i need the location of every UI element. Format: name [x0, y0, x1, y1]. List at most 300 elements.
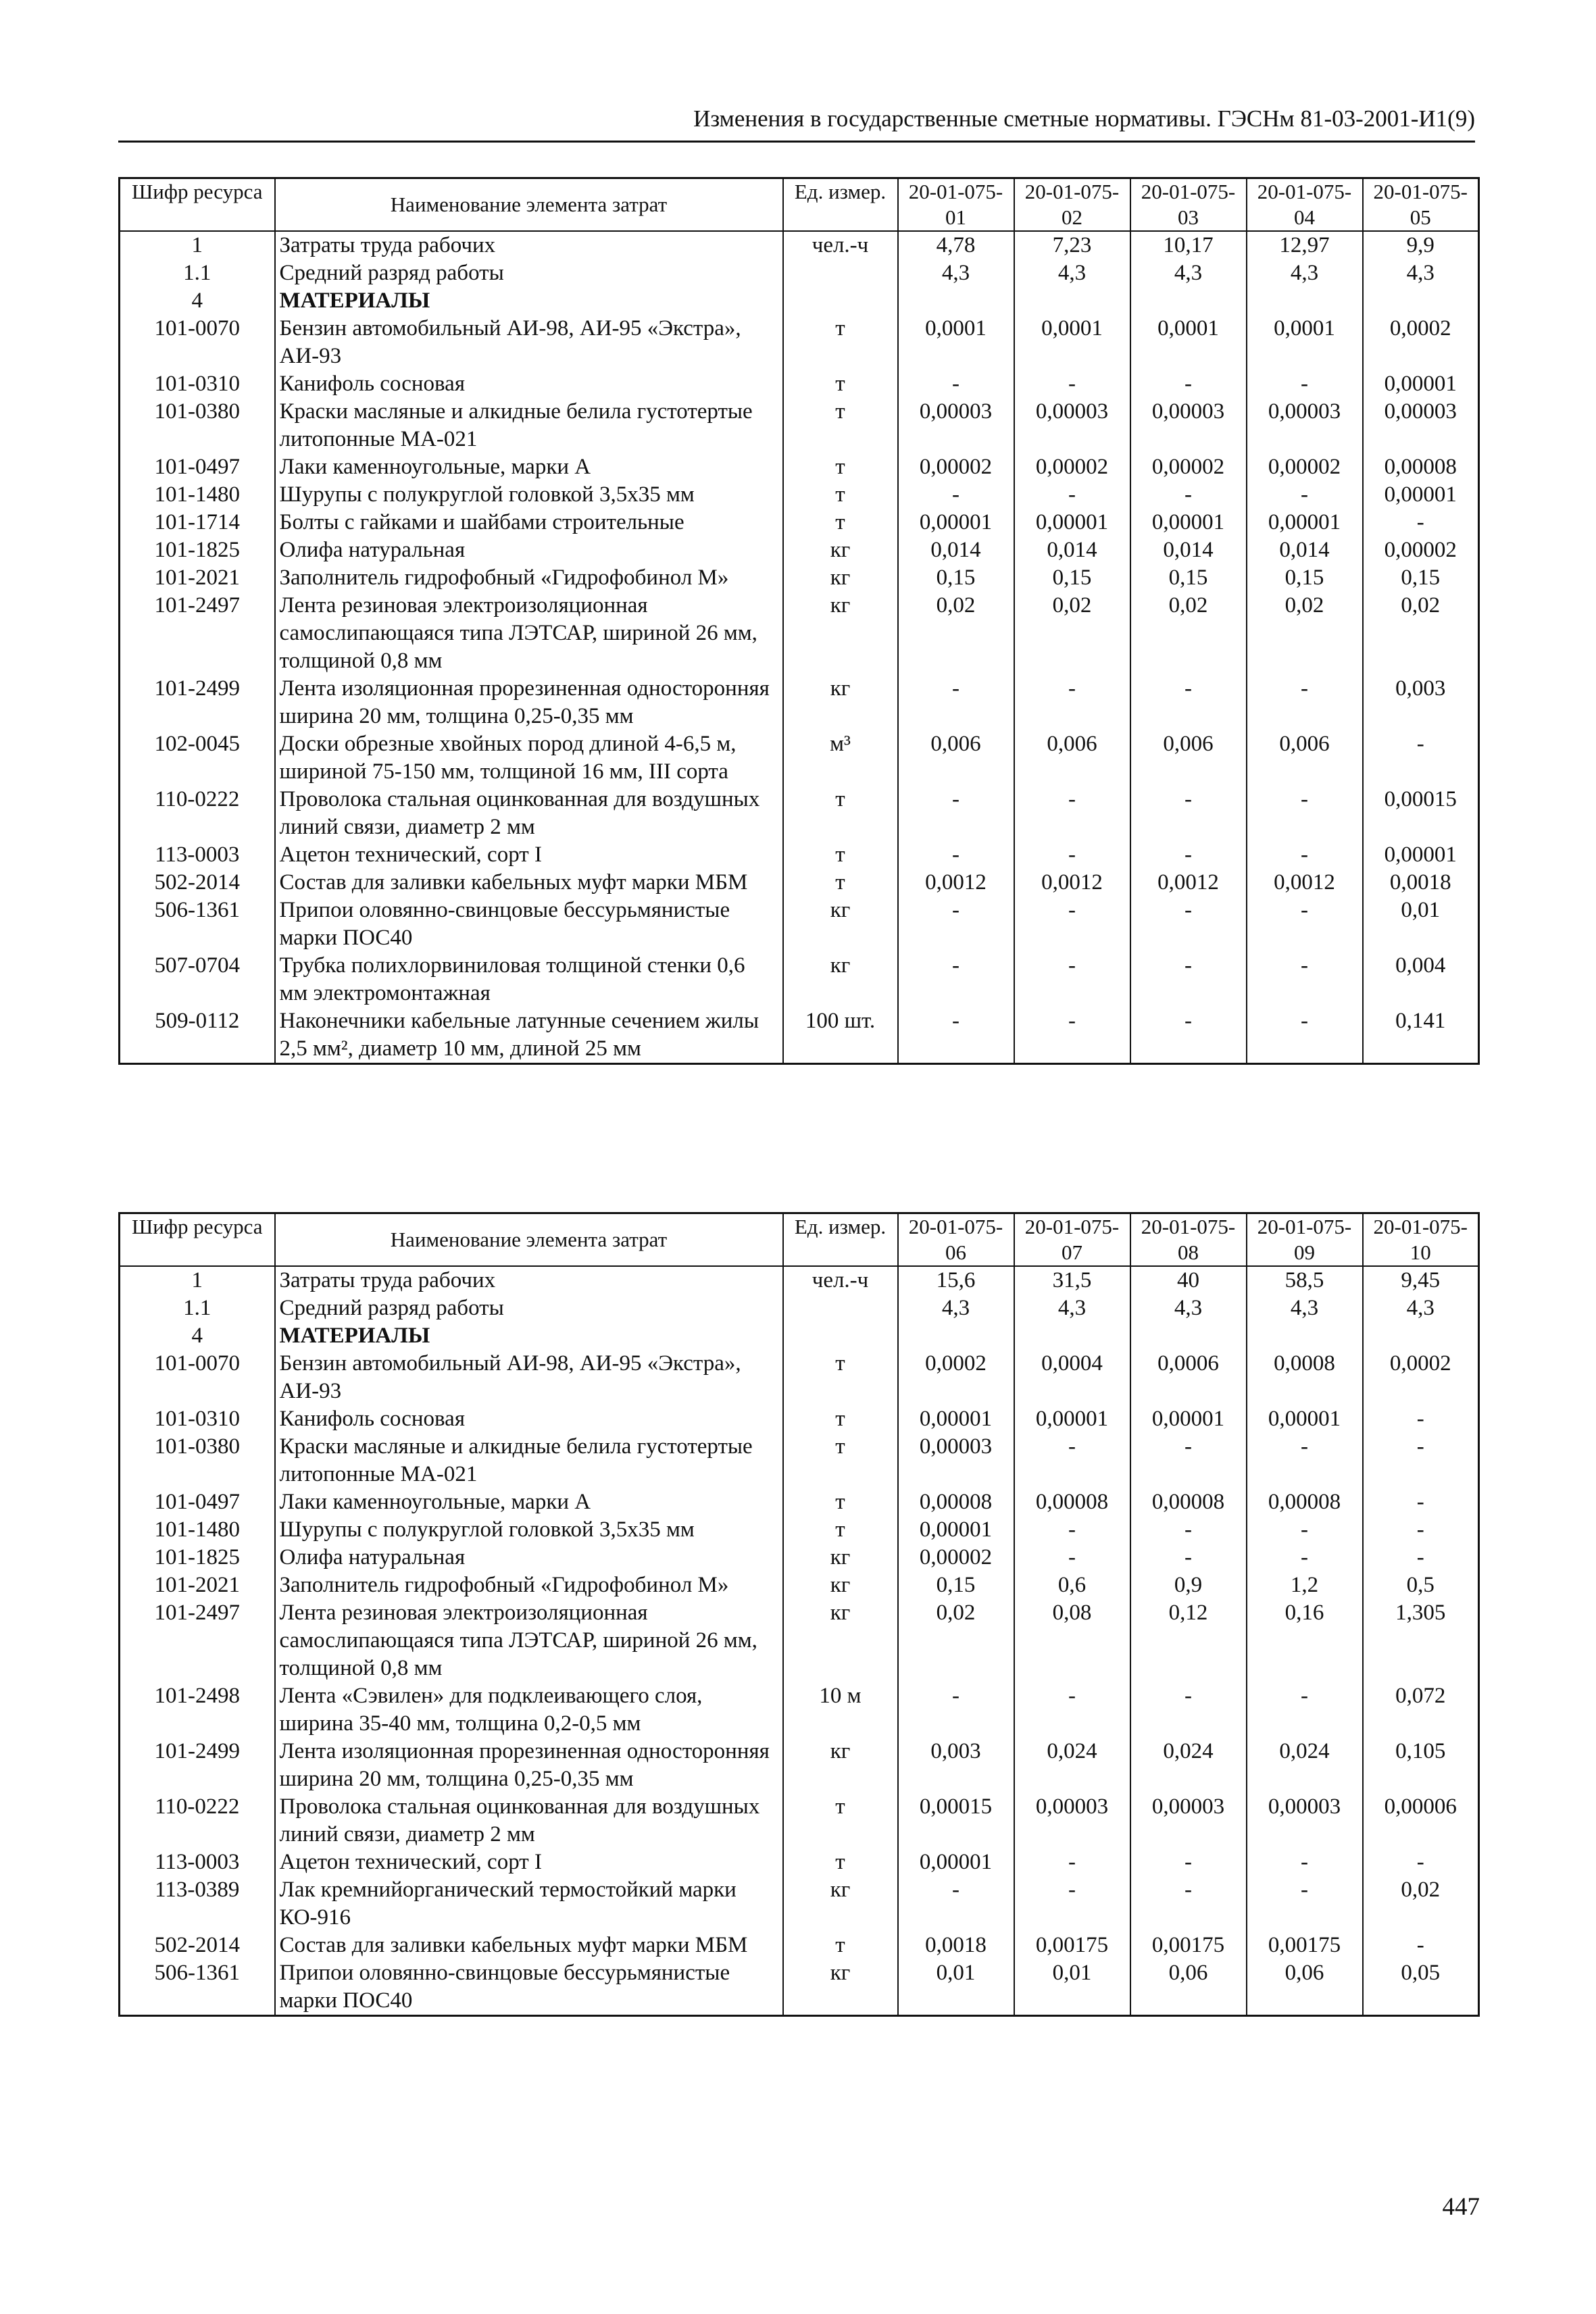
- table-row: [120, 1932, 1479, 1959]
- norm-value: -: [1247, 1007, 1363, 1064]
- unit-of-measure: кг: [783, 897, 898, 952]
- page-header: [118, 101, 1475, 143]
- norm-value: 0,02: [1014, 592, 1130, 675]
- norm-value: -: [898, 675, 1014, 730]
- norm-value: -: [1014, 1876, 1130, 1932]
- unit-of-measure: т: [783, 1932, 898, 1959]
- table-row: [120, 1876, 1479, 1932]
- unit-of-measure: т: [783, 1793, 898, 1848]
- norm-value: 4,78: [898, 231, 1014, 259]
- resource-code: 506-1361: [120, 1959, 275, 2016]
- header-title: Изменения в государственные сметные нормативы. ГЭСНм 81-03-2001-И1(9): [693, 105, 1475, 132]
- norm-value: -: [1247, 897, 1363, 952]
- norm-value: -: [898, 1007, 1014, 1064]
- norm-value: -: [1363, 1433, 1479, 1488]
- norm-value: 0,0006: [1130, 1350, 1247, 1405]
- norm-value: 0,00003: [1014, 398, 1130, 453]
- resource-code: 101-0380: [120, 398, 275, 453]
- col-header-name: Наименование элемента затрат: [275, 178, 783, 232]
- norm-value: -: [1014, 952, 1130, 1007]
- norm-value: -: [1363, 1932, 1479, 1959]
- unit-of-measure: кг: [783, 1599, 898, 1682]
- norm-value: 1,2: [1247, 1571, 1363, 1599]
- resource-code: 1.1: [120, 259, 275, 287]
- norm-value: 0,0012: [1247, 869, 1363, 897]
- norm-value: -: [1130, 481, 1247, 509]
- norm-value: [898, 1322, 1014, 1350]
- resource-code: 110-0222: [120, 786, 275, 841]
- cost-element-name: Краски масляные и алкидные белила густотертые литопонные МА-021: [275, 398, 783, 453]
- unit-of-measure: чел.-ч: [783, 231, 898, 259]
- resource-code: 4: [120, 287, 275, 315]
- norm-value: 0,024: [1130, 1738, 1247, 1793]
- norm-value: 0,06: [1247, 1959, 1363, 2016]
- col-header-norm: 20-01-075-10: [1363, 1213, 1479, 1267]
- resource-code: 110-0222: [120, 1793, 275, 1848]
- norm-value: -: [1014, 841, 1130, 869]
- norm-value: 0,00175: [1014, 1932, 1130, 1959]
- norm-value: 0,00008: [1130, 1488, 1247, 1516]
- cost-element-name: Лак кремнийорганический термостойкий марки КО-916: [275, 1876, 783, 1932]
- norm-value: 0,0001: [1130, 315, 1247, 370]
- table-row: [120, 1294, 1479, 1322]
- norm-value: 0,0001: [1014, 315, 1130, 370]
- norm-value: 0,02: [1363, 592, 1479, 675]
- norm-value: -: [898, 786, 1014, 841]
- unit-of-measure: т: [783, 1848, 898, 1876]
- norm-value: 0,6: [1014, 1571, 1130, 1599]
- resource-code: 1.1: [120, 1294, 275, 1322]
- norm-value: -: [898, 897, 1014, 952]
- cost-element-name: Ацетон технический, сорт I: [275, 1848, 783, 1876]
- cost-element-name: Олифа натуральная: [275, 536, 783, 564]
- unit-of-measure: кг: [783, 536, 898, 564]
- norm-value: -: [1014, 675, 1130, 730]
- table-row: [120, 786, 1479, 841]
- resource-code: 101-1714: [120, 509, 275, 536]
- resource-code: 101-0310: [120, 370, 275, 398]
- unit-of-measure: т: [783, 1488, 898, 1516]
- norm-value: 0,15: [1363, 564, 1479, 592]
- cost-element-name: Ацетон технический, сорт I: [275, 841, 783, 869]
- norm-value: 0,00002: [1247, 453, 1363, 481]
- norm-value: -: [1247, 481, 1363, 509]
- cost-element-name: МАТЕРИАЛЫ: [275, 287, 783, 315]
- norm-value: -: [1363, 1516, 1479, 1544]
- norm-value: -: [1247, 1848, 1363, 1876]
- norm-value: 10,17: [1130, 231, 1247, 259]
- cost-element-name: Бензин автомобильный АИ-98, АИ-95 «Экстра», АИ-93: [275, 315, 783, 370]
- norm-value: 0,00003: [898, 1433, 1014, 1488]
- cost-element-name: Лента резиновая электроизоляционная самослипающаяся типа ЛЭТСАР, шириной 26 мм, толщиной 0,8 мм: [275, 1599, 783, 1682]
- norm-value: 0,0004: [1014, 1350, 1130, 1405]
- unit-of-measure: т: [783, 453, 898, 481]
- norm-value: 0,00175: [1130, 1932, 1247, 1959]
- norm-value: -: [1247, 841, 1363, 869]
- cost-element-name: Наконечники кабельные латунные сечением жилы 2,5 мм², диаметр 10 мм, длиной 25 мм: [275, 1007, 783, 1064]
- cost-element-name: Шурупы с полукруглой головкой 3,5х35 мм: [275, 481, 783, 509]
- resource-code: 507-0704: [120, 952, 275, 1007]
- norm-value: 7,23: [1014, 231, 1130, 259]
- norm-value: 0,00003: [898, 398, 1014, 453]
- norm-value: 0,00001: [1130, 509, 1247, 536]
- norm-value: 0,02: [1363, 1876, 1479, 1932]
- norm-value: 0,141: [1363, 1007, 1479, 1064]
- norm-value: 0,08: [1014, 1599, 1130, 1682]
- norm-value: 4,3: [898, 1294, 1014, 1322]
- table-row: [120, 952, 1479, 1007]
- table-row: [120, 897, 1479, 952]
- norm-value: -: [1014, 1433, 1130, 1488]
- unit-of-measure: м³: [783, 730, 898, 786]
- norm-value: 0,00003: [1014, 1793, 1130, 1848]
- unit-of-measure: [783, 1294, 898, 1322]
- norm-value: 0,9: [1130, 1571, 1247, 1599]
- norm-value: -: [898, 1876, 1014, 1932]
- unit-of-measure: кг: [783, 592, 898, 675]
- cost-element-name: Затраты труда рабочих: [275, 1266, 783, 1294]
- resource-code: 4: [120, 1322, 275, 1350]
- table-header-row: [120, 178, 1479, 232]
- unit-of-measure: т: [783, 509, 898, 536]
- norm-value: -: [1130, 841, 1247, 869]
- col-header-norm: 20-01-075-09: [1247, 1213, 1363, 1267]
- norm-value: 0,15: [898, 1571, 1014, 1599]
- unit-of-measure: т: [783, 1516, 898, 1544]
- norm-value: -: [1247, 1682, 1363, 1738]
- cost-element-name: Канифоль сосновая: [275, 1405, 783, 1433]
- cost-element-name: Олифа натуральная: [275, 1544, 783, 1571]
- norm-value: -: [1247, 1516, 1363, 1544]
- norm-value: 0,006: [1247, 730, 1363, 786]
- norm-value: -: [1130, 897, 1247, 952]
- norm-value: -: [1130, 1433, 1247, 1488]
- norm-value: -: [1130, 1516, 1247, 1544]
- table-row: [120, 675, 1479, 730]
- norm-value: -: [898, 370, 1014, 398]
- norm-value: -: [1363, 1544, 1479, 1571]
- norm-value: 0,00008: [898, 1488, 1014, 1516]
- norm-value: 0,01: [1363, 897, 1479, 952]
- norm-value: -: [898, 1682, 1014, 1738]
- norm-value: 0,00001: [898, 509, 1014, 536]
- cost-element-name: Заполнитель гидрофобный «Гидрофобинол М»: [275, 1571, 783, 1599]
- norm-value: 0,014: [1247, 536, 1363, 564]
- table-row: [120, 1848, 1479, 1876]
- resource-code: 113-0003: [120, 1848, 275, 1876]
- table-row: [120, 1544, 1479, 1571]
- norm-value: 4,3: [898, 259, 1014, 287]
- norm-value: -: [1014, 1516, 1130, 1544]
- cost-element-name: Трубка полихлорвиниловая толщиной стенки 0,6 мм электромонтажная: [275, 952, 783, 1007]
- unit-of-measure: кг: [783, 1544, 898, 1571]
- norm-value: 0,00003: [1130, 1793, 1247, 1848]
- norm-value: 0,00003: [1130, 398, 1247, 453]
- table-row: [120, 287, 1479, 315]
- norm-table-1: [118, 177, 1480, 1065]
- col-header-norm: 20-01-075-08: [1130, 1213, 1247, 1267]
- resource-code: 101-2497: [120, 1599, 275, 1682]
- resource-code: 502-2014: [120, 1932, 275, 1959]
- norm-value: -: [1363, 1405, 1479, 1433]
- col-header-norm: 20-01-075-03: [1130, 178, 1247, 232]
- norm-value: 4,3: [1363, 259, 1479, 287]
- norm-value: 0,00002: [898, 1544, 1014, 1571]
- norm-value: 0,01: [898, 1959, 1014, 2016]
- norm-value: 0,00015: [898, 1793, 1014, 1848]
- norm-value: 0,00002: [1014, 453, 1130, 481]
- col-header-unit: Ед. измер.: [783, 1213, 898, 1267]
- norm-value: 0,0018: [898, 1932, 1014, 1959]
- norm-value: 0,00001: [898, 1405, 1014, 1433]
- norm-value: [1014, 1322, 1130, 1350]
- norm-value: 9,45: [1363, 1266, 1479, 1294]
- norm-value: 0,00001: [1363, 481, 1479, 509]
- table-body: [120, 1266, 1479, 2016]
- norm-value: 0,0008: [1247, 1350, 1363, 1405]
- norm-value: 0,00001: [1247, 509, 1363, 536]
- table-row: [120, 259, 1479, 287]
- norm-value: 0,02: [1130, 592, 1247, 675]
- cost-element-name: Канифоль сосновая: [275, 370, 783, 398]
- norm-value: 0,00008: [1363, 453, 1479, 481]
- norm-value: -: [1014, 1682, 1130, 1738]
- norm-value: 0,024: [1014, 1738, 1130, 1793]
- cost-element-name: Лента изоляционная прорезиненная односторонняя ширина 20 мм, толщина 0,25-0,35 мм: [275, 1738, 783, 1793]
- norm-value: -: [898, 952, 1014, 1007]
- col-header-norm: 20-01-075-06: [898, 1213, 1014, 1267]
- norm-value: -: [1247, 952, 1363, 1007]
- norm-value: -: [1247, 1544, 1363, 1571]
- norm-value: [1130, 287, 1247, 315]
- table-row: [120, 1682, 1479, 1738]
- cost-element-name: Доски обрезные хвойных пород длиной 4-6,5 м, шириной 75-150 мм, толщиной 16 мм, III сорта: [275, 730, 783, 786]
- resource-code: 113-0389: [120, 1876, 275, 1932]
- norm-value: 4,3: [1247, 1294, 1363, 1322]
- norm-value: 0,00003: [1363, 398, 1479, 453]
- norm-value: 15,6: [898, 1266, 1014, 1294]
- resource-code: 101-2021: [120, 564, 275, 592]
- unit-of-measure: [783, 1322, 898, 1350]
- norm-value: -: [1130, 1848, 1247, 1876]
- norm-value: 0,004: [1363, 952, 1479, 1007]
- resource-code: 101-1825: [120, 1544, 275, 1571]
- norm-value: 0,0001: [1247, 315, 1363, 370]
- resource-code: 101-0497: [120, 1488, 275, 1516]
- col-header-norm: 20-01-075-07: [1014, 1213, 1130, 1267]
- resource-code: 101-0310: [120, 1405, 275, 1433]
- unit-of-measure: кг: [783, 675, 898, 730]
- unit-of-measure: кг: [783, 952, 898, 1007]
- norm-value: 0,15: [1247, 564, 1363, 592]
- norm-value: -: [1247, 786, 1363, 841]
- norm-value: 0,00003: [1247, 398, 1363, 453]
- unit-of-measure: т: [783, 398, 898, 453]
- cost-element-name: Проволока стальная оцинкованная для воздушных линий связи, диаметр 2 мм: [275, 1793, 783, 1848]
- norm-value: [1363, 287, 1479, 315]
- cost-element-name: Лента «Сэвилен» для подклеивающего слоя, ширина 35-40 мм, толщина 0,2-0,5 мм: [275, 1682, 783, 1738]
- unit-of-measure: кг: [783, 1571, 898, 1599]
- norm-value: -: [1247, 675, 1363, 730]
- norm-value: -: [1363, 730, 1479, 786]
- norm-value: 0,15: [1014, 564, 1130, 592]
- norm-value: -: [1247, 1876, 1363, 1932]
- norm-value: 0,014: [898, 536, 1014, 564]
- table-row: [120, 730, 1479, 786]
- cost-element-name: Состав для заливки кабельных муфт марки МБМ: [275, 1932, 783, 1959]
- norm-value: 0,02: [898, 592, 1014, 675]
- norm-value: 0,00001: [1363, 370, 1479, 398]
- norm-value: 0,05: [1363, 1959, 1479, 2016]
- norm-value: [898, 287, 1014, 315]
- unit-of-measure: 10 м: [783, 1682, 898, 1738]
- page-number: 447: [1442, 2193, 1480, 2221]
- norm-value: 0,00006: [1363, 1793, 1479, 1848]
- norm-value: 0,014: [1014, 536, 1130, 564]
- col-header-name: Наименование элемента затрат: [275, 1213, 783, 1267]
- table-row: [120, 398, 1479, 453]
- norm-value: -: [1130, 1876, 1247, 1932]
- cost-element-name: Затраты труда рабочих: [275, 231, 783, 259]
- norm-value: -: [1014, 1544, 1130, 1571]
- resource-code: 101-0070: [120, 315, 275, 370]
- unit-of-measure: т: [783, 481, 898, 509]
- norm-value: -: [898, 481, 1014, 509]
- resource-code: 113-0003: [120, 841, 275, 869]
- cost-element-name: Заполнитель гидрофобный «Гидрофобинол М»: [275, 564, 783, 592]
- norm-value: 0,072: [1363, 1682, 1479, 1738]
- norm-value: 0,00002: [1363, 536, 1479, 564]
- cost-element-name: Лаки каменноугольные, марки А: [275, 453, 783, 481]
- norm-value: 0,5: [1363, 1571, 1479, 1599]
- norm-value: 0,02: [898, 1599, 1014, 1682]
- norm-value: [1363, 1322, 1479, 1350]
- norm-value: -: [1014, 370, 1130, 398]
- norm-value: -: [1014, 481, 1130, 509]
- norm-value: -: [1130, 675, 1247, 730]
- table-row: [120, 1738, 1479, 1793]
- norm-value: 58,5: [1247, 1266, 1363, 1294]
- unit-of-measure: 100 шт.: [783, 1007, 898, 1064]
- table-row: [120, 1266, 1479, 1294]
- norm-value: [1247, 287, 1363, 315]
- norm-value: 0,006: [898, 730, 1014, 786]
- resource-code: 1: [120, 1266, 275, 1294]
- unit-of-measure: кг: [783, 1738, 898, 1793]
- norm-value: -: [1014, 1848, 1130, 1876]
- table-row: [120, 370, 1479, 398]
- unit-of-measure: т: [783, 315, 898, 370]
- norm-value: 9,9: [1363, 231, 1479, 259]
- table-row: [120, 509, 1479, 536]
- norm-value: 4,3: [1014, 1294, 1130, 1322]
- table-body: [120, 231, 1479, 1064]
- resource-code: 101-1480: [120, 481, 275, 509]
- table-row: [120, 231, 1479, 259]
- norm-value: 0,12: [1130, 1599, 1247, 1682]
- table-row: [120, 1322, 1479, 1350]
- norm-value: 0,00001: [898, 1516, 1014, 1544]
- resource-code: 101-0070: [120, 1350, 275, 1405]
- resource-code: 101-2498: [120, 1682, 275, 1738]
- cost-element-name: Проволока стальная оцинкованная для воздушных линий связи, диаметр 2 мм: [275, 786, 783, 841]
- table-row: [120, 1433, 1479, 1488]
- unit-of-measure: [783, 287, 898, 315]
- cost-element-name: Лента изоляционная прорезиненная односторонняя ширина 20 мм, толщина 0,25-0,35 мм: [275, 675, 783, 730]
- norm-value: 0,014: [1130, 536, 1247, 564]
- cost-element-name: Припои оловянно-свинцовые бессурьмянистые марки ПОС40: [275, 897, 783, 952]
- col-header-norm: 20-01-075-02: [1014, 178, 1130, 232]
- cost-element-name: Средний разряд работы: [275, 259, 783, 287]
- unit-of-measure: т: [783, 370, 898, 398]
- resource-code: 101-2499: [120, 1738, 275, 1793]
- table-row: [120, 1405, 1479, 1433]
- norm-value: 0,105: [1363, 1738, 1479, 1793]
- norm-value: 0,003: [1363, 675, 1479, 730]
- unit-of-measure: кг: [783, 1959, 898, 2016]
- unit-of-measure: т: [783, 1350, 898, 1405]
- norm-value: -: [1130, 1544, 1247, 1571]
- norm-value: [1247, 1322, 1363, 1350]
- table-row: [120, 1350, 1479, 1405]
- norm-value: -: [1130, 370, 1247, 398]
- resource-code: 101-0497: [120, 453, 275, 481]
- unit-of-measure: т: [783, 841, 898, 869]
- resource-code: 101-1480: [120, 1516, 275, 1544]
- resource-code: 101-1825: [120, 536, 275, 564]
- resource-code: 101-2499: [120, 675, 275, 730]
- norm-value: 0,00001: [1014, 509, 1130, 536]
- norm-value: 0,00015: [1363, 786, 1479, 841]
- norm-value: -: [1014, 786, 1130, 841]
- norm-value: 0,00003: [1247, 1793, 1363, 1848]
- norm-value: 0,15: [898, 564, 1014, 592]
- norm-value: 0,06: [1130, 1959, 1247, 2016]
- col-header-unit: Ед. измер.: [783, 178, 898, 232]
- norm-value: 0,00001: [1130, 1405, 1247, 1433]
- norm-value: 0,006: [1130, 730, 1247, 786]
- table-row: [120, 453, 1479, 481]
- cost-element-name: Средний разряд работы: [275, 1294, 783, 1322]
- unit-of-measure: кг: [783, 1876, 898, 1932]
- norm-value: 0,0012: [898, 869, 1014, 897]
- cost-element-name: Припои оловянно-свинцовые бессурьмянистые марки ПОС40: [275, 1959, 783, 2016]
- norm-value: 4,3: [1130, 259, 1247, 287]
- table-row: [120, 564, 1479, 592]
- table-row: [120, 1571, 1479, 1599]
- resource-code: 101-2497: [120, 592, 275, 675]
- norm-value: 4,3: [1363, 1294, 1479, 1322]
- cost-element-name: Болты с гайками и шайбами строительные: [275, 509, 783, 536]
- norm-value: -: [1130, 786, 1247, 841]
- norm-value: [1014, 287, 1130, 315]
- norm-value: -: [898, 841, 1014, 869]
- cost-element-name: Краски масляные и алкидные белила густотертые литопонные МА-021: [275, 1433, 783, 1488]
- norm-value: -: [1130, 1007, 1247, 1064]
- norm-value: 0,0012: [1014, 869, 1130, 897]
- norm-value: 0,00001: [1247, 1405, 1363, 1433]
- norm-value: 4,3: [1014, 259, 1130, 287]
- table-row: [120, 536, 1479, 564]
- col-header-norm: 20-01-075-01: [898, 178, 1014, 232]
- norm-value: 0,00001: [1014, 1405, 1130, 1433]
- norm-value: 1,305: [1363, 1599, 1479, 1682]
- resource-code: 102-0045: [120, 730, 275, 786]
- col-header-code: Шифр ресурса: [120, 178, 275, 232]
- resource-code: 1: [120, 231, 275, 259]
- norm-value: 0,0001: [898, 315, 1014, 370]
- norm-value: 0,024: [1247, 1738, 1363, 1793]
